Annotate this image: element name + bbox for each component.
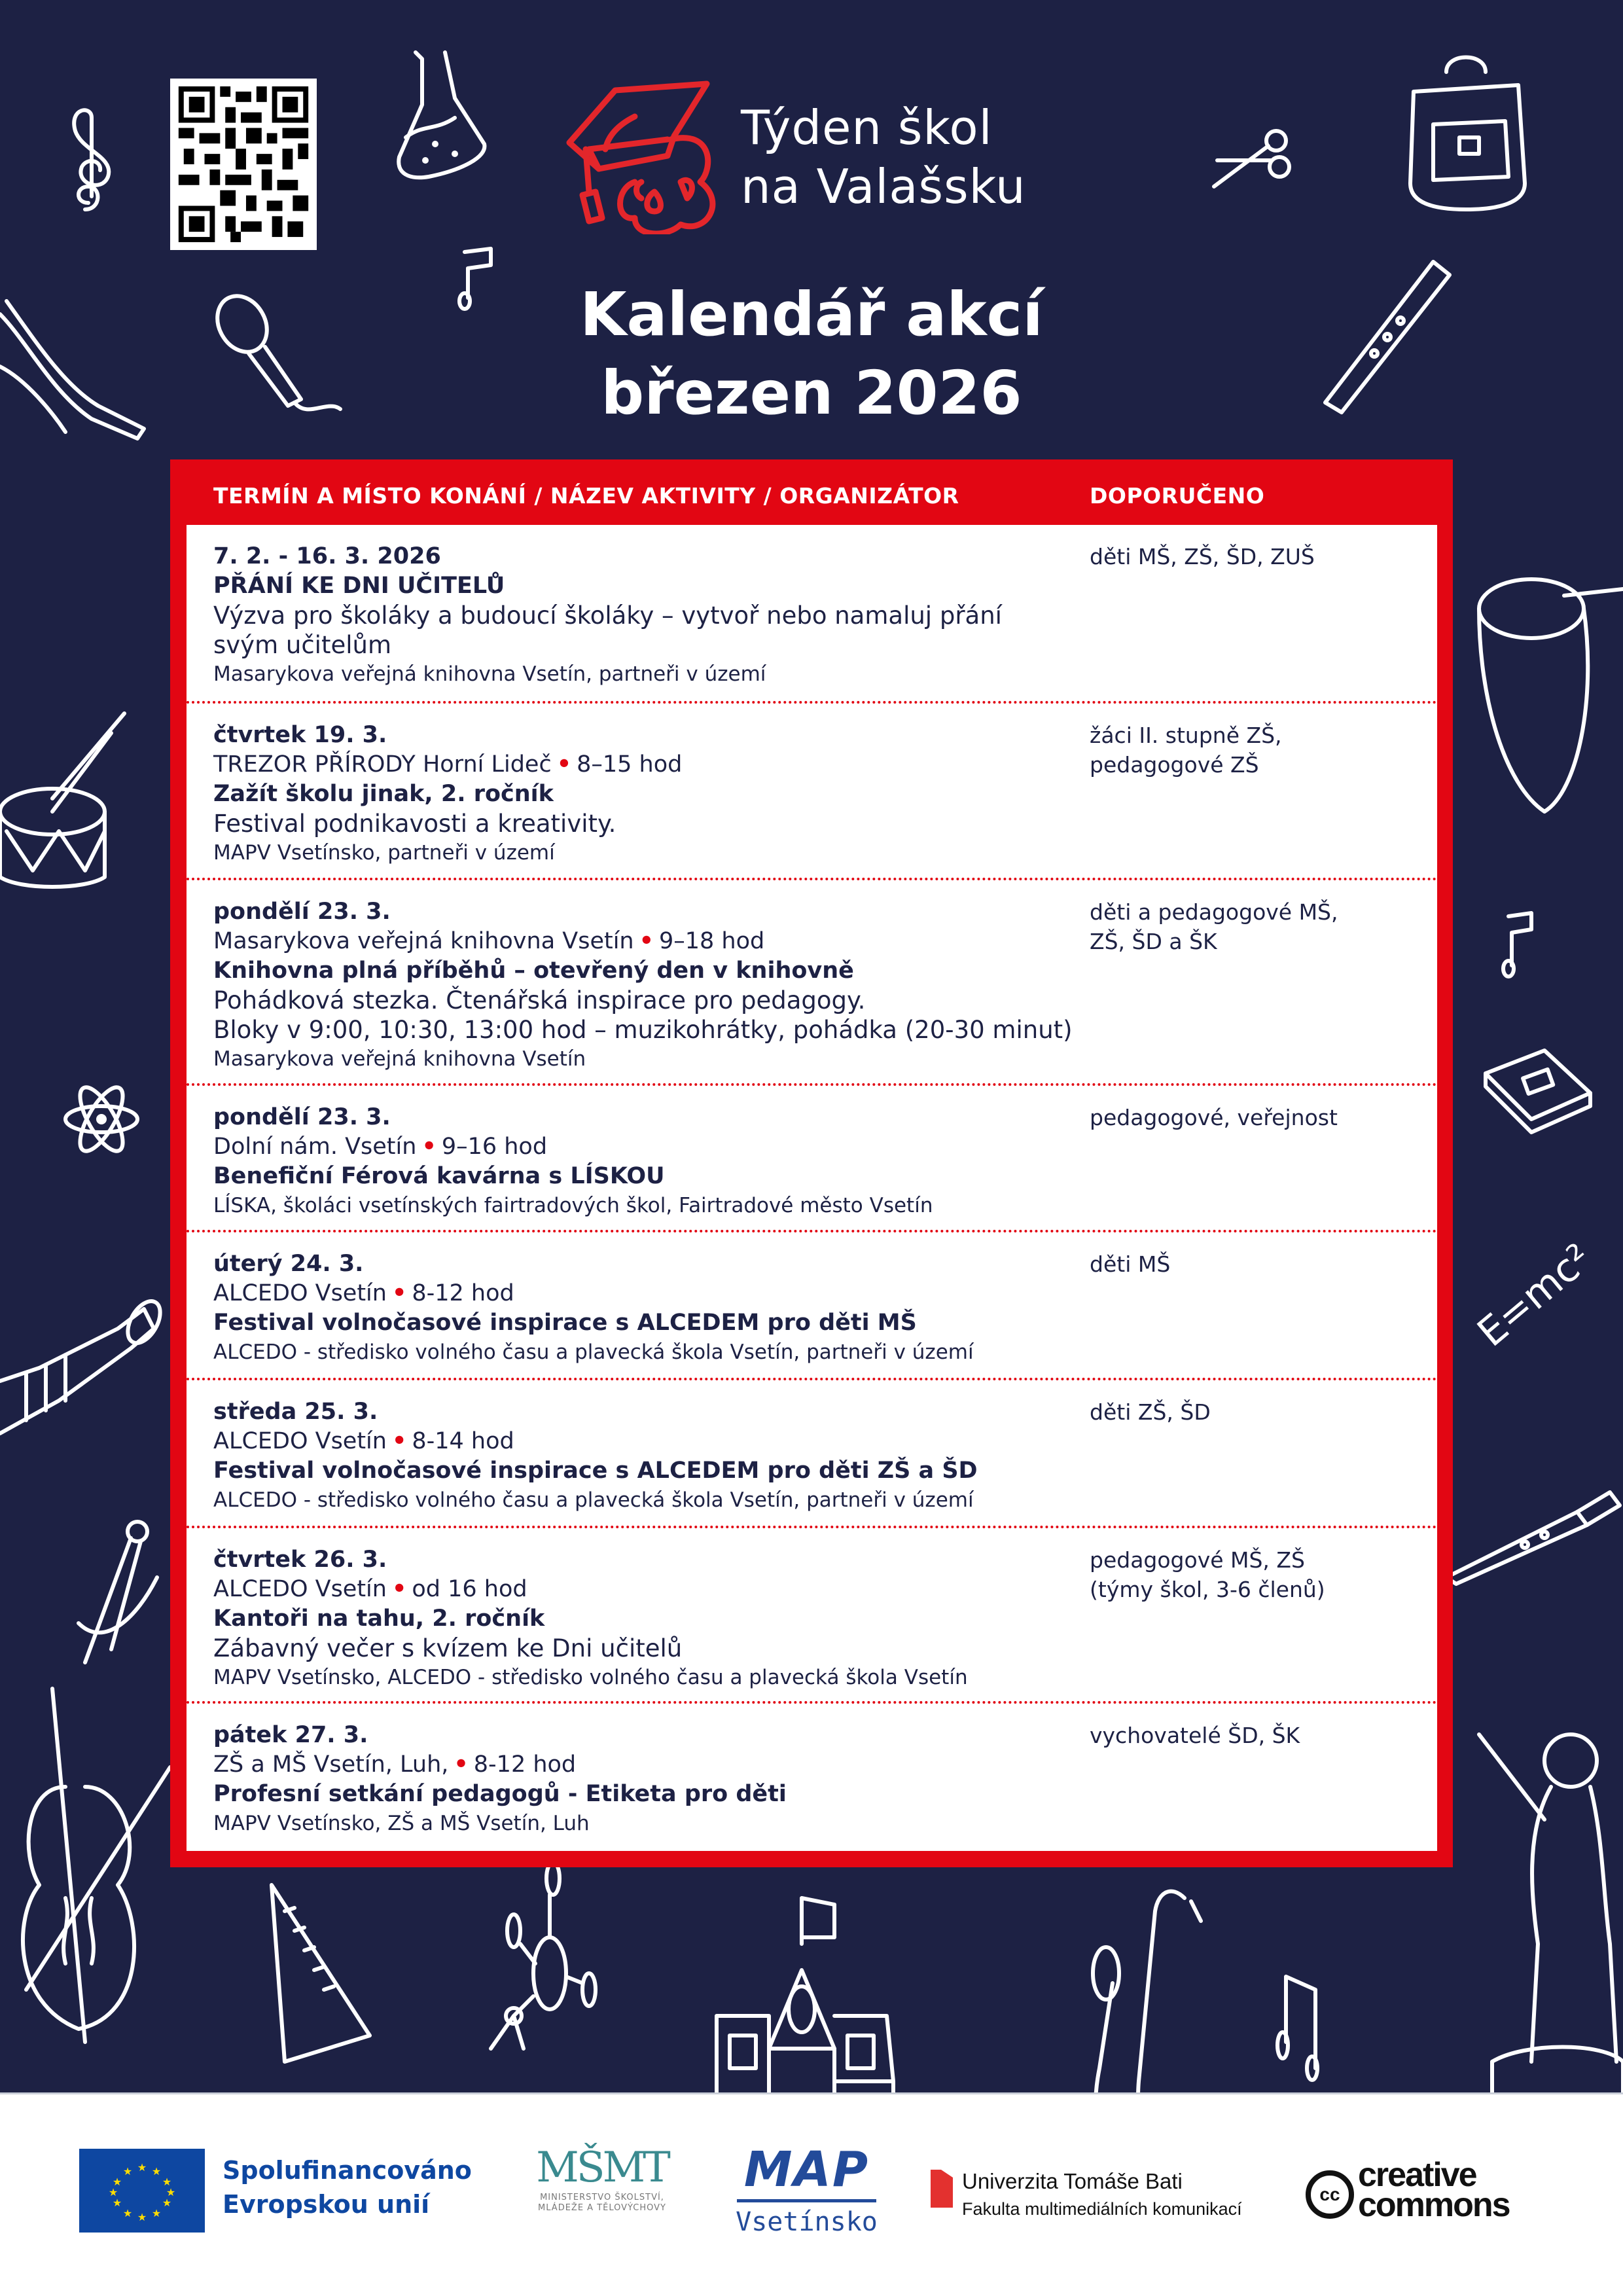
trumpet-icon-2 (0, 1302, 157, 1473)
event-date: čtvrtek 26. 3. (213, 1547, 387, 1573)
event-time: 9–16 hod (441, 1134, 548, 1160)
event-name: Benefiční Férová kavárna s LÍSKOU (213, 1163, 665, 1189)
svg-text:★: ★ (122, 2207, 133, 2219)
event-place: ALCEDO Vsetín (213, 1576, 387, 1602)
event-organizer: ALCEDO - středisko volného času a plavecká škola Vsetín, partneři v území (213, 1340, 974, 1364)
event-time: 9–18 hod (659, 928, 765, 954)
compass-icon (72, 1518, 164, 1669)
footer-divider (0, 2092, 1623, 2094)
event-time: 8-12 hod (473, 1751, 577, 1778)
event-details (213, 1545, 1058, 1693)
event-time: 8-14 hod (412, 1428, 514, 1454)
svg-text:E=mc²: E=mc² (1469, 1234, 1601, 1356)
qr-code[interactable] (170, 79, 317, 250)
event-name: Zažít školu jinak, 2. ročník (213, 781, 554, 807)
creative-commons-text (1358, 2156, 1510, 2224)
recommended-text: děti ZŠ, ŠD (1090, 1399, 1211, 1425)
table-row (187, 1086, 1437, 1232)
event-place-time (213, 1575, 1058, 1604)
creative-commons-icon: cc (1306, 2170, 1354, 2219)
event-description-2: Bloky v 9:00, 10:30, 13:00 hod – muzikohrátky, pohádka (20-30 minut) (213, 1016, 1073, 1044)
event-name: Knihovna plná příběhů – otevřený den v knihovně (213, 958, 854, 984)
event-details (213, 542, 1058, 689)
msmt-line-2: MLÁDEŽE A TĚLOVÝCHOVY (538, 2203, 666, 2213)
atom-icon (59, 1080, 144, 1158)
event-date: čtvrtek 19. 3. (213, 722, 387, 748)
graduation-cap-flower-icon (563, 77, 733, 237)
separator-dot: • (391, 1428, 407, 1454)
msmt-mark: MŠMT (536, 2144, 668, 2192)
event-date: úterý 24. 3. (213, 1251, 364, 1277)
saxophone-icon (1073, 1885, 1204, 2092)
clarinet-icon (1446, 1486, 1623, 1584)
event-name: Festival volnočasové inspirace s ALCEDEM pro děti ZŠ a ŠD (213, 1458, 978, 1484)
recommended-text: žáci II. stupně ZŠ, (1090, 723, 1282, 748)
recommended-text: (týmy škol, 3-6 členů) (1090, 1577, 1325, 1602)
event-description: Zábavný večer s kvízem ke Dni učitelů (213, 1634, 683, 1662)
separator-dot: • (454, 1751, 469, 1778)
event-place-time (213, 1750, 1058, 1780)
e-equals-mc2-icon (1469, 1234, 1616, 1368)
svg-text:★: ★ (151, 2165, 162, 2178)
event-name: Profesní setkání pedagogů - Etiketa pro děti (213, 1781, 787, 1807)
event-organizer: MAPV Vsetínsko, ZŠ a MŠ Vsetín, Luh (213, 1812, 590, 1835)
event-recommended (1090, 1397, 1404, 1427)
table-row (187, 880, 1437, 1086)
table-row (187, 1380, 1437, 1528)
treble-clef-icon (62, 105, 121, 209)
event-date: 7. 2. - 16. 3. 2026 (213, 543, 441, 569)
cc-line-2: commons (1358, 2186, 1510, 2224)
msmt-logo (510, 2144, 694, 2214)
event-organizer: MAPV Vsetínsko, partneři v území (213, 841, 555, 865)
event-place-time (213, 750, 1058, 780)
event-recommended (1090, 1545, 1404, 1604)
event-date: pátek 27. 3. (213, 1722, 368, 1748)
event-date: středa 25. 3. (213, 1399, 378, 1425)
recommended-text: pedagogové, veřejnost (1090, 1105, 1338, 1130)
recommended-text: vychovatelé ŠD, ŠK (1090, 1723, 1300, 1748)
logo-line-2: na Valašsku (741, 159, 1026, 214)
event-recommended (1090, 721, 1404, 780)
flask-icon (396, 52, 494, 183)
utb-logo-text (962, 2168, 1242, 2223)
event-description: Festival podnikavosti a kreativity. (213, 810, 616, 838)
svg-text:★: ★ (112, 2197, 122, 2209)
music-note-icon-3 (1276, 1970, 1322, 2075)
recommended-text: pedagogové ZŠ (1090, 752, 1259, 778)
molecule-icon (458, 1859, 609, 2075)
book-icon (1479, 1047, 1597, 1132)
cc-line-1: creative (1358, 2156, 1476, 2194)
logo-line-1: Týden škol (741, 100, 993, 155)
utb-line-1: Univerzita Tomáše Bati (962, 2169, 1183, 2193)
eu-cofunded-text (223, 2153, 472, 2221)
svg-text:★: ★ (122, 2165, 133, 2178)
recommended-text: děti MŠ, ZŠ, ŠD, ZUŠ (1090, 544, 1315, 569)
map-rule (737, 2199, 876, 2202)
event-recommended (1090, 1721, 1404, 1750)
recommended-text: děti MŠ (1090, 1251, 1171, 1277)
eu-line-2: Evropskou unií (223, 2190, 430, 2219)
backpack-icon (1400, 52, 1531, 216)
table-row (187, 1232, 1437, 1380)
conductor-figure-icon (1472, 1734, 1623, 2092)
event-place-time (213, 927, 1058, 956)
event-time: 8-12 hod (412, 1280, 514, 1306)
event-name: PŘÁNÍ KE DNI UČITELŮ (213, 573, 505, 599)
music-note-icon-2 (1502, 910, 1541, 982)
table-body (187, 525, 1437, 1851)
map-mark: MAP (743, 2142, 870, 2198)
logo-text (741, 98, 1026, 216)
eu-line-1: Spolufinancováno (223, 2156, 472, 2185)
utb-line-2: Fakulta multimediálních komunikací (962, 2199, 1242, 2219)
scissors-icon (1211, 128, 1296, 200)
svg-text:★: ★ (137, 2211, 147, 2223)
event-place-time (213, 1132, 1058, 1162)
column-header-main: TERMÍN A MÍSTO KONÁNÍ / NÁZEV AKTIVITY / ORGANIZÁTOR (213, 483, 959, 509)
event-details (213, 1721, 1058, 1839)
svg-text:★: ★ (112, 2176, 122, 2188)
event-description: Pohádková stezka. Čtenářská inspirace pro pedagogy. (213, 986, 866, 1014)
event-place: ZŠ a MŠ Vsetín, Luh, (213, 1751, 449, 1778)
event-place: ALCEDO Vsetín (213, 1428, 387, 1454)
event-details (213, 721, 1058, 868)
eu-flag-icon (79, 2149, 205, 2233)
event-place: TREZOR PŘÍRODY Horní Lideč (213, 751, 552, 778)
event-organizer: LÍSKA, školáci vsetínských fairtradových škol, Fairtradové město Vsetín (213, 1194, 933, 1217)
event-details (213, 1103, 1058, 1221)
set-square-icon (272, 1885, 376, 2068)
event-place: Masarykova veřejná knihovna Vsetín (213, 928, 634, 954)
event-organizer: MAPV Vsetínsko, ALCEDO - středisko volného času a plavecká škola Vsetín (213, 1666, 968, 1689)
event-date: pondělí 23. 3. (213, 1104, 391, 1130)
table-header (170, 459, 1453, 525)
event-name: Kantoři na tahu, 2. ročník (213, 1605, 545, 1632)
qr-code-icon (178, 86, 309, 242)
snare-drum-icon (0, 713, 131, 890)
event-details (213, 1249, 1058, 1367)
table-row (187, 1528, 1437, 1704)
event-organizer: ALCEDO - středisko volného času a plavecká škola Vsetín, partneři v území (213, 1488, 974, 1512)
table-row (187, 525, 1437, 704)
separator-dot: • (391, 1576, 407, 1602)
separator-dot: • (639, 928, 654, 954)
event-organizer: Masarykova veřejná knihovna Vsetín, partneři v území (213, 662, 766, 686)
recommended-text: pedagogové MŠ, ZŠ (1090, 1547, 1305, 1573)
recommended-text: ZŠ, ŠD a ŠK (1090, 929, 1217, 954)
map-vsetinsko-logo (733, 2142, 880, 2237)
event-place-time (213, 1427, 1058, 1456)
table-row (187, 704, 1437, 880)
event-name: Festival volnočasové inspirace s ALCEDEM pro děti MŠ (213, 1310, 917, 1336)
violin-icon (13, 1689, 183, 2055)
event-recommended (1090, 1249, 1404, 1279)
svg-text:★: ★ (151, 2207, 162, 2219)
recommended-text: děti a pedagogové MŠ, (1090, 899, 1338, 925)
table-row (187, 1704, 1437, 1851)
event-recommended (1090, 542, 1404, 571)
event-time: 8–15 hod (577, 751, 683, 778)
separator-dot: • (421, 1134, 437, 1160)
school-building-icon (704, 1898, 906, 2092)
page-title-line-1: Kalendář akcí (580, 279, 1043, 350)
event-organizer: Masarykova veřejná knihovna Vsetín (213, 1047, 586, 1071)
column-header-recommended: DOPORUČENO (1090, 483, 1265, 509)
svg-text:★: ★ (162, 2176, 172, 2188)
event-place-time (213, 1279, 1058, 1308)
event-place: Dolní nám. Vsetín (213, 1134, 417, 1160)
event-time: od 16 hod (412, 1576, 527, 1602)
separator-dot: • (391, 1280, 407, 1306)
drums-icon (1466, 569, 1623, 818)
event-date: pondělí 23. 3. (213, 899, 391, 925)
page-title-line-2: březen 2026 (601, 358, 1022, 428)
utb-logo-icon (931, 2170, 953, 2208)
svg-text:★: ★ (137, 2161, 147, 2174)
map-sub: Vsetínsko (736, 2207, 878, 2237)
msmt-line-1: MINISTERSTVO ŠKOLSTVÍ, (540, 2193, 664, 2202)
event-recommended (1090, 897, 1404, 956)
svg-text:★: ★ (166, 2186, 176, 2198)
separator-dot: • (556, 751, 572, 778)
event-place: ALCEDO Vsetín (213, 1280, 387, 1306)
svg-text:★: ★ (162, 2197, 172, 2209)
event-description: Výzva pro školáky a budoucí školáky – vytvoř nebo namaluj přání svým učitelům (213, 601, 1002, 659)
event-details (213, 897, 1073, 1074)
event-details (213, 1397, 1058, 1515)
events-table (170, 459, 1453, 1867)
event-recommended (1090, 1103, 1404, 1132)
svg-text:★: ★ (108, 2186, 118, 2198)
